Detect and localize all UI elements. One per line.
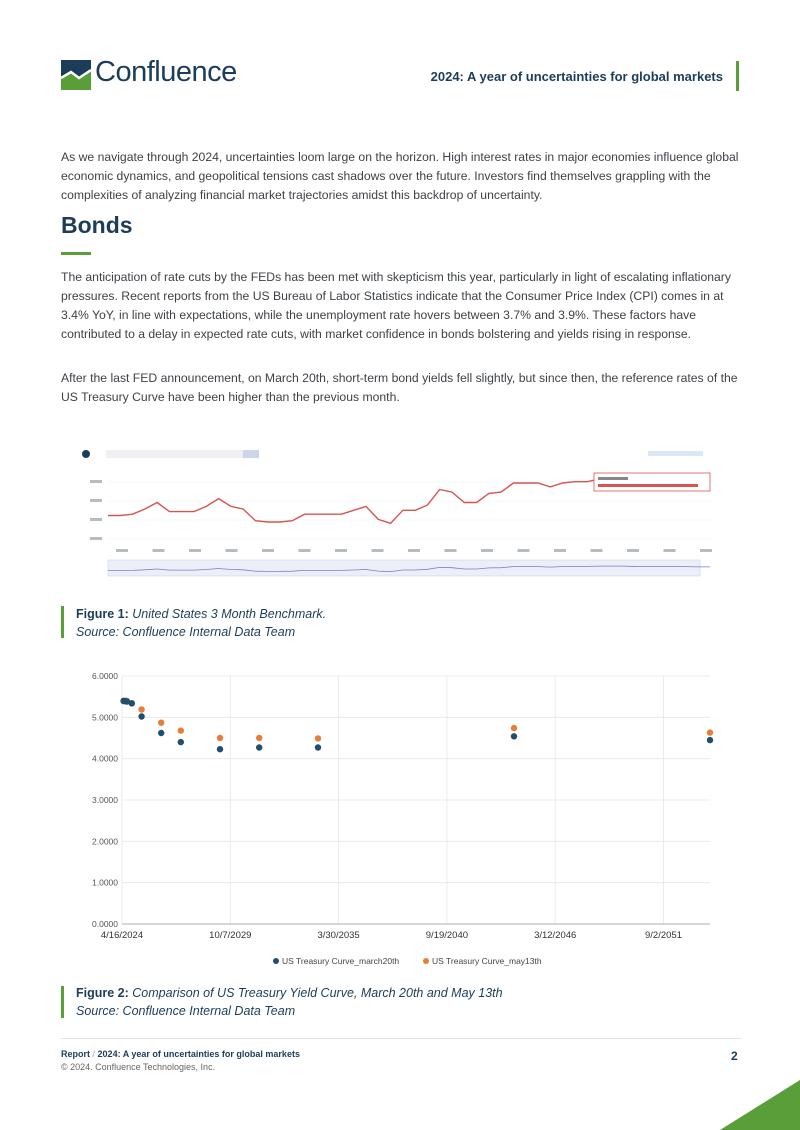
chart1-x-tick-label bbox=[591, 549, 603, 552]
page-number: 2 bbox=[731, 1049, 738, 1063]
intro-paragraph: As we navigate through 2024, uncertainties loom large on the horizon. High interest rates in major economies influence global economic dynamics, and geopolitical tensions cast shadows over the future. Investors find themselves grappling with the complexities of analyzing financial market trajectories amidst this backdrop of uncertainty. bbox=[61, 150, 739, 202]
chart1-x-tick-label bbox=[664, 549, 676, 552]
chart1-x-tick-label bbox=[226, 549, 238, 552]
chart2-x-ticks bbox=[101, 930, 682, 941]
chart1-range-selected[interactable] bbox=[243, 450, 259, 458]
chart2-y-tick-label: 6.0000 bbox=[92, 671, 118, 681]
chart1-y-tick-label bbox=[90, 480, 102, 483]
chart2-point bbox=[511, 733, 517, 739]
figure1-caption-text: United States 3 Month Benchmark. bbox=[132, 607, 327, 621]
chart1-x-tick-label bbox=[153, 549, 165, 552]
chart2-x-tick-label: 9/2/2051 bbox=[645, 930, 682, 941]
chart2-legend-marker bbox=[423, 958, 429, 964]
figure1-caption bbox=[76, 605, 326, 641]
chart2-y-tick-label: 0.0000 bbox=[92, 919, 118, 929]
chart1-x-tick-label bbox=[481, 549, 493, 552]
chart2-point bbox=[217, 735, 223, 741]
chart2-legend-label: US Treasury Curve_may13th bbox=[432, 956, 542, 966]
chart1-y-tick-label bbox=[90, 499, 102, 502]
chart1-x-tick-label bbox=[627, 549, 639, 552]
chart2-y-tick-label: 2.0000 bbox=[92, 836, 118, 847]
chart1-x-tick-label bbox=[262, 549, 274, 552]
chart1-x-tick-label bbox=[372, 549, 384, 552]
bonds-paragraph-2: After the last FED announcement, on March 20th, short-term bond yields fell slightly, but since then, the reference rates of the US Treasury Curve have been higher than the previous month. bbox=[61, 371, 738, 404]
heading-underline bbox=[61, 252, 91, 255]
figure2-caption bbox=[76, 984, 503, 1020]
footer-breadcrumb bbox=[61, 1049, 300, 1059]
chart2-points bbox=[120, 698, 713, 753]
chart2-point bbox=[178, 739, 184, 745]
chart1-logo-icon bbox=[82, 450, 90, 458]
footer-title: 2024: A year of uncertainties for global markets bbox=[97, 1049, 300, 1059]
chart2-grid bbox=[122, 676, 710, 924]
chart2-legend-label: US Treasury Curve_march20th bbox=[282, 956, 400, 966]
chart2-x-tick-label: 3/12/2046 bbox=[534, 930, 577, 941]
footer-copyright: © 2024. Confluence Technologies, Inc. bbox=[61, 1062, 216, 1072]
chart1-x-tick-label bbox=[335, 549, 347, 552]
corner-accent bbox=[720, 1080, 800, 1130]
chart2-point bbox=[178, 727, 184, 733]
chart1-x-tick-label bbox=[116, 549, 128, 552]
confluence-logo bbox=[61, 58, 261, 94]
chart1-x-tick-label bbox=[700, 549, 712, 552]
chart2-y-tick-label: 3.0000 bbox=[92, 795, 118, 805]
chart2-y-ticks bbox=[92, 671, 118, 929]
chart2-point bbox=[511, 725, 517, 731]
chart2-x-tick-label: 10/7/2029 bbox=[209, 930, 252, 941]
chart1-y-tick-label bbox=[90, 537, 102, 540]
chart1-y-tick-label bbox=[90, 518, 102, 521]
yield-curve-chart bbox=[78, 668, 728, 968]
chart2-x-tick-label: 9/19/2040 bbox=[425, 930, 469, 941]
chart1-x-tick-label bbox=[554, 549, 566, 552]
chart1-date-range[interactable] bbox=[648, 451, 703, 456]
chart1-tooltip bbox=[594, 473, 710, 491]
chart2-point bbox=[158, 720, 164, 726]
benchmark-chart bbox=[78, 440, 728, 590]
figure1-source: Source: Confluence Internal Data Team bbox=[76, 625, 296, 639]
chart1-x-tick-label bbox=[189, 549, 201, 552]
chart2-point bbox=[138, 706, 144, 712]
chart1-x-tick-label bbox=[299, 549, 311, 552]
chart2-y-tick-label: 4.0000 bbox=[92, 753, 118, 764]
chart2-point bbox=[158, 730, 164, 736]
footer-separator: / bbox=[92, 1049, 96, 1059]
bonds-paragraph-1: The anticipation of rate cuts by the FEDs has been met with skepticism this year, particularly in light of escalating inflationary pressures. Recent reports from the US Bureau of Labor Statistics indicate that the Consumer Price Index (CPI) comes in at 3.4% YoY, in line with expectations, while the unemployment rate hovers between 3.7% and 3.9%. These factors have contributed to a delay in expected rate cuts, with market confidence in bonds bolstering and yields rising in response. bbox=[61, 270, 731, 341]
chart2-point bbox=[256, 744, 262, 750]
chart2-point bbox=[315, 744, 321, 750]
figure1-caption-bar bbox=[61, 606, 64, 638]
header-accent-bar bbox=[736, 61, 739, 91]
chart2-x-tick-label: 3/30/2035 bbox=[317, 930, 360, 941]
footer-divider bbox=[61, 1038, 741, 1039]
chart2-legend-marker bbox=[273, 958, 279, 964]
chart1-navigator[interactable] bbox=[108, 560, 710, 576]
chart2-point bbox=[129, 700, 135, 706]
chart2-point bbox=[138, 713, 144, 719]
chart2-x-tick-label: 4/16/2024 bbox=[100, 930, 144, 941]
chart2-point bbox=[217, 746, 223, 752]
figure2-caption-bar bbox=[61, 986, 64, 1018]
figure2-label: Figure 2: bbox=[76, 986, 129, 1000]
chart2-point bbox=[707, 737, 713, 743]
section-heading: Bonds bbox=[61, 212, 133, 238]
chart2-y-tick-label: 1.0000 bbox=[92, 877, 118, 888]
figure2-source: Source: Confluence Internal Data Team bbox=[76, 1004, 296, 1018]
chart1-x-tick-label bbox=[518, 549, 530, 552]
chart1-toolbar bbox=[82, 450, 703, 458]
chart2-legend bbox=[273, 956, 542, 966]
chart1-x-tick-label bbox=[408, 549, 420, 552]
chart2-point bbox=[256, 735, 262, 741]
figure2-caption-text: Comparison of US Treasury Yield Curve, March 20th and May 13th bbox=[132, 986, 503, 1000]
chart1-x-tick-label bbox=[445, 549, 457, 552]
chart2-y-tick-label: 5.0000 bbox=[92, 712, 118, 723]
logo-wordmark: Confluence bbox=[95, 56, 237, 88]
confluence-logo-icon bbox=[61, 60, 91, 90]
chart1-range-buttons[interactable] bbox=[106, 450, 256, 458]
header-title: 2024: A year of uncertainties for global markets bbox=[430, 69, 723, 84]
chart2-point bbox=[707, 729, 713, 735]
figure1-label: Figure 1: bbox=[76, 607, 129, 621]
footer-report-label: Report bbox=[61, 1049, 90, 1059]
chart2-point bbox=[315, 735, 321, 741]
